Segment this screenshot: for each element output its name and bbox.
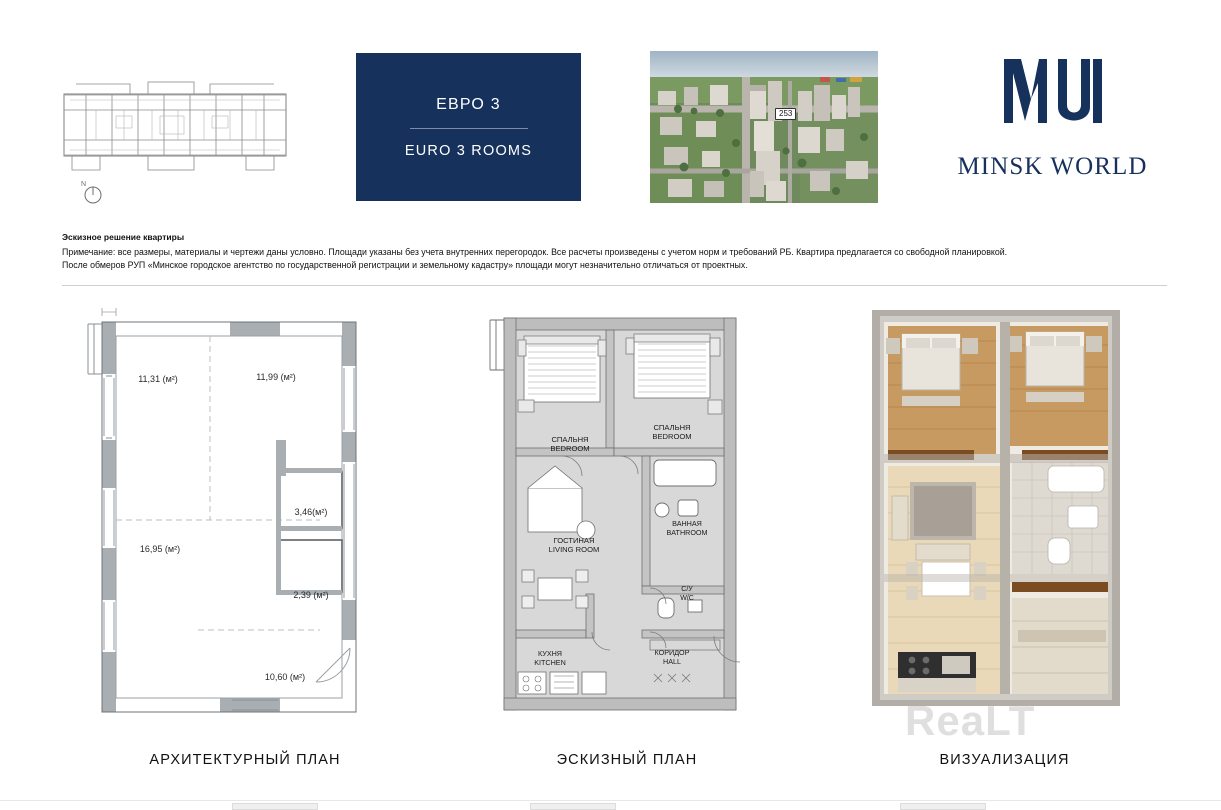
brand-name: MINSK WORLD (957, 153, 1148, 180)
svg-text:СПАЛЬНЯ: СПАЛЬНЯ (653, 423, 691, 432)
architectural-plan-caption: АРХИТЕКТУРНЫЙ ПЛАН (149, 752, 341, 768)
horizontal-divider (62, 285, 1167, 286)
watermark-part-2: a (960, 697, 986, 744)
visualization-render (862, 300, 1147, 740)
document-header (60, 45, 1165, 220)
svg-text:СПАЛЬНЯ: СПАЛЬНЯ (551, 435, 589, 444)
svg-text:16,95 (м²): 16,95 (м²) (139, 544, 181, 554)
apartment-type-en: EURO 3 ROOMS (404, 142, 533, 159)
badge-divider (410, 128, 528, 129)
sketch-plan-caption: ЭСКИЗНЫЙ ПЛАН (556, 752, 698, 768)
site-marker-badge: 253 (775, 108, 796, 120)
watermark-part-3: LT (985, 697, 1036, 744)
svg-text:КОРИДОР: КОРИДОР (654, 648, 690, 657)
svg-text:LIVING ROOM: LIVING ROOM (548, 545, 600, 554)
aerial-photo (650, 51, 878, 203)
svg-text:BATHROOM: BATHROOM (666, 528, 708, 537)
svg-text:ГОСТИНАЯ: ГОСТИНАЯ (553, 536, 595, 545)
svg-text:W/C: W/C (680, 595, 694, 602)
svg-text:BEDROOM: BEDROOM (550, 444, 590, 453)
svg-text:ВАННАЯ: ВАННАЯ (672, 519, 702, 528)
apartment-type-ru: ЕВРО 3 (436, 95, 501, 113)
architectural-plan-drawing (80, 300, 410, 740)
svg-text:KITCHEN: KITCHEN (534, 658, 566, 667)
svg-text:КУХНЯ: КУХНЯ (537, 649, 563, 658)
svg-text:3,46(м²): 3,46(м²) (294, 507, 328, 517)
visualization-panel (862, 300, 1147, 768)
svg-text:С/У: С/У (681, 586, 693, 593)
watermark (905, 697, 1035, 745)
notes-line-1: Примечание: все размеры, материалы и чертежи даны условно. Площади указаны без учета внутренних перегородок. Все расчеты произведены с учетом норм и требований РБ. Квартира предлагается со свободной планировкой. (62, 247, 1008, 257)
notes-line-2: После обмеров РУП «Минское городское агентство по государственной регистрации и земельному кадастру» площади могут незначительно отличаться от проектных. (62, 259, 748, 270)
svg-text:HALL: HALL (663, 657, 681, 666)
page-bottom-strip (0, 800, 1221, 809)
visualization-caption: ВИЗУАЛИЗАЦИЯ (939, 752, 1070, 768)
apartment-type-badge (356, 53, 581, 201)
notes-title: Эскизное решение квартиры (62, 232, 185, 242)
svg-text:N: N (81, 181, 87, 188)
svg-text:BEDROOM: BEDROOM (652, 432, 692, 441)
architectural-plan-panel (80, 300, 410, 768)
sketch-plan-drawing (482, 300, 772, 740)
svg-text:11,31 (м²): 11,31 (м²) (138, 374, 178, 384)
compass-icon (78, 177, 108, 207)
svg-text:10,60 (м²): 10,60 (м²) (264, 672, 306, 682)
watermark-part-1: Re (905, 697, 961, 744)
sketch-plan-panel (482, 300, 772, 768)
brand-logo (940, 55, 1165, 210)
svg-text:2,39 (м²): 2,39 (м²) (293, 590, 329, 600)
notes-block (62, 232, 1167, 271)
mw-monogram-icon (998, 55, 1108, 143)
svg-text:11,99 (м²): 11,99 (м²) (256, 372, 296, 382)
